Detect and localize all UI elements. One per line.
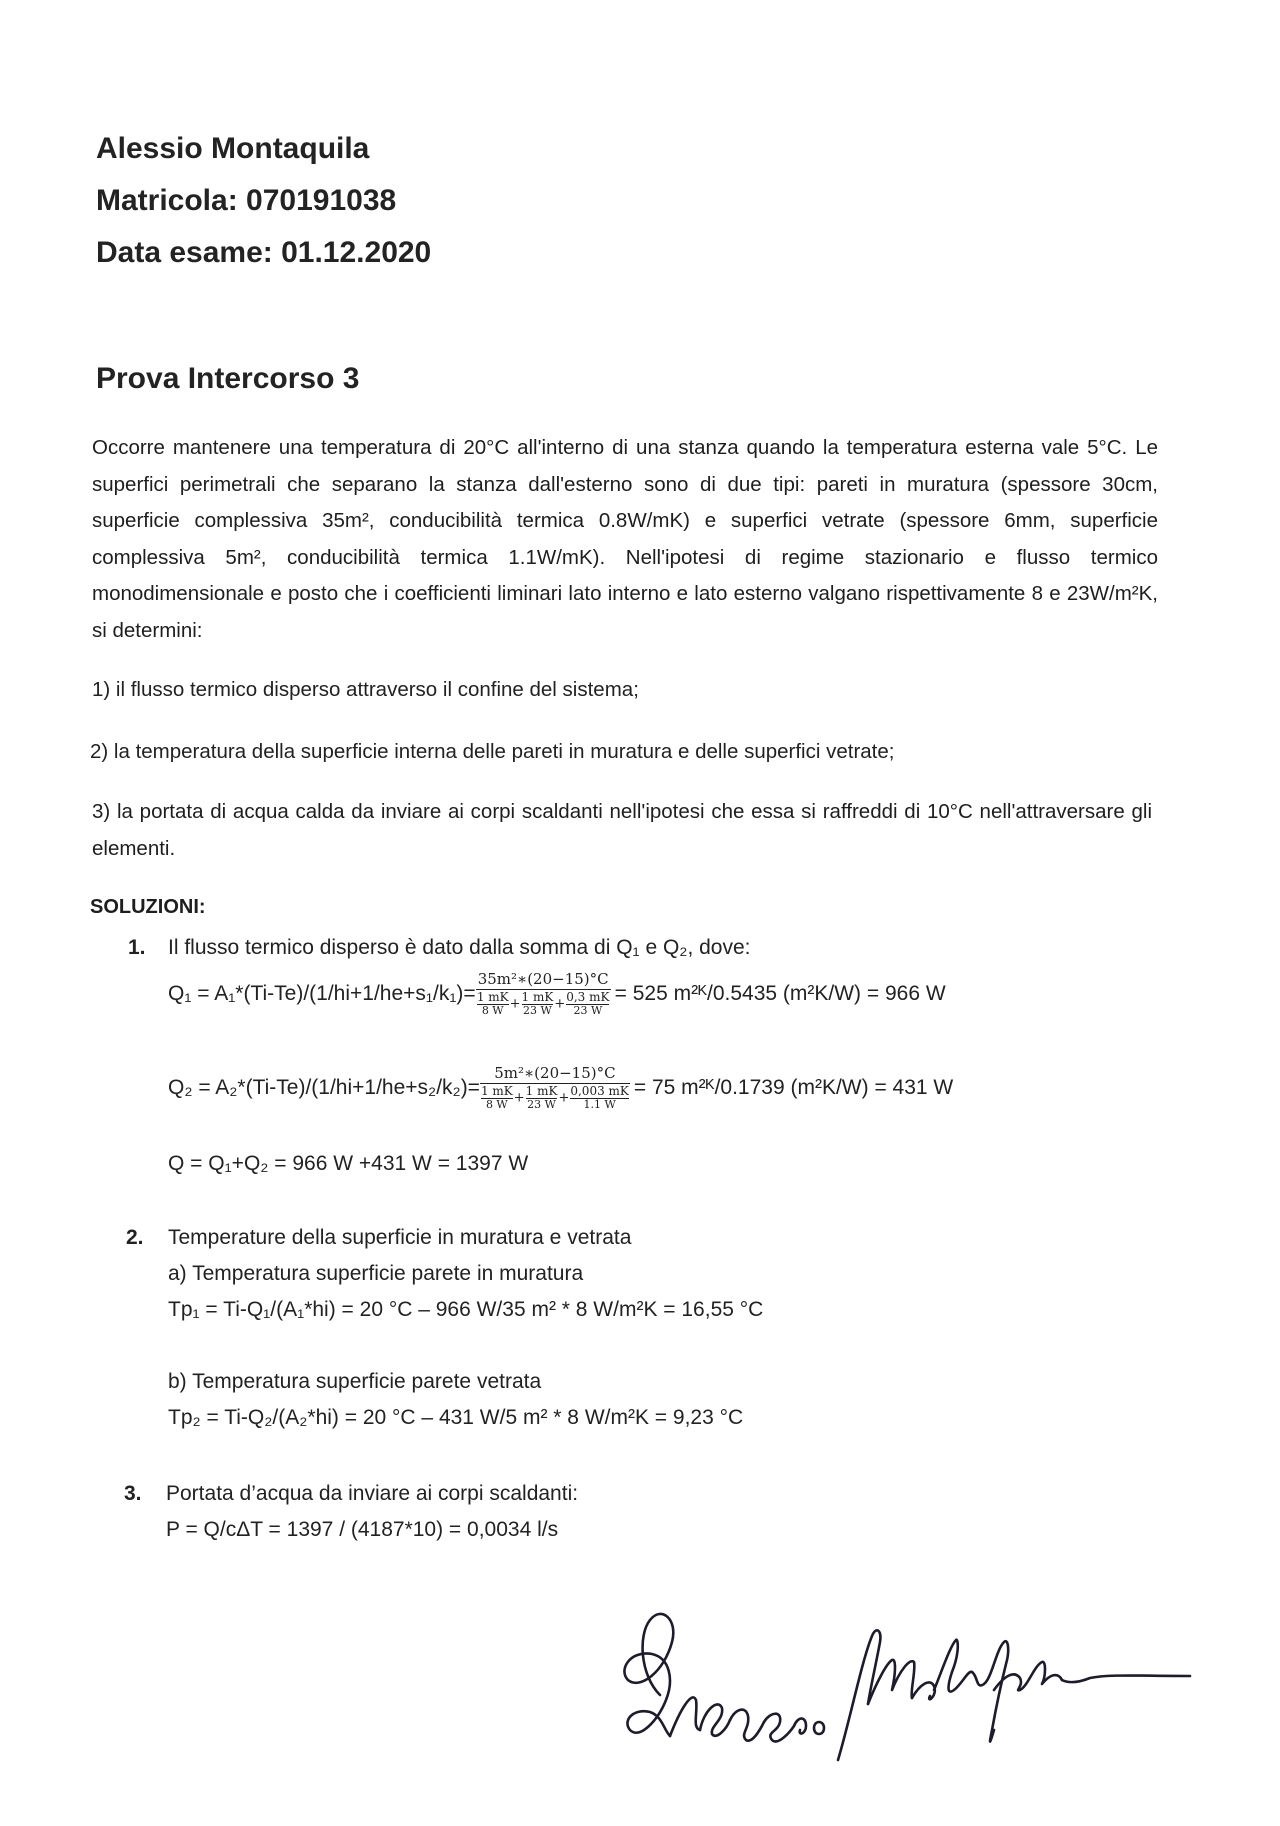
q2-formula (168, 1064, 953, 1111)
exam-date: Data esame: 01.12.2020 (96, 236, 432, 269)
q2-lhs: Q₂ = A₂*(Ti-Te)/(1/hi+1/he+s₂/k₂)= (168, 1075, 480, 1099)
q1-lhs: Q₁ = A₁*(Ti-Te)/(1/hi+1/he+s₁/k₁)= (168, 981, 476, 1005)
solution-2a-label: a) Temperatura superficie parete in muratura (168, 1262, 584, 1285)
student-id: Matricola: 070191038 (96, 184, 397, 217)
q2-result: = 75 m²ᴷ/0.1739 (m²K/W) = 431 W (633, 1075, 954, 1099)
problem-intro: Occorre mantenere una temperatura di 20°C all'interno di una stanza quando la temperatura esterna vale 5°C. Le superfici perimetrali che separano la stanza dall'esterno sono di due tipi: pareti in muratura (spessore 30cm, superficie complessiva 35m², conducibilità termica 0.8W/mK) e superfici vetrate (spessore 6mm, superficie complessiva 5m², conducibilità termica 1.1W/mK). Nell'ipotesi di regime stazionario e flusso termico monodimensionale e posto che i coefficienti liminari lato interno e lato esterno valgano rispettivamente 8 e 23W/m²K, si determini: (92, 436, 1158, 642)
q2-den-b-num: 1 mK (525, 1084, 558, 1098)
solution-2b-label: b) Temperatura superficie parete vetrata (168, 1370, 542, 1393)
q2-den-c-num: 0,003 mK (570, 1084, 629, 1098)
question-1: 1) il flusso termico disperso attraverso il confine del sistema; (92, 678, 639, 701)
q1-numerator: 35m²∗(20−15)°C (477, 970, 609, 988)
solution-3-formula: P = Q/cΔT = 1397 / (4187*10) = 0,0034 l/s (166, 1518, 559, 1541)
q2-den-a-num: 1 mK (480, 1084, 513, 1098)
solution-1-number: 1. (128, 936, 146, 959)
q1-den-c-den: 23 W (573, 1004, 603, 1017)
q1-den-c-num: 0,3 mK (566, 990, 610, 1004)
page-title: Prova Intercorso 3 (96, 362, 360, 395)
solution-2a-formula: Tp₁ = Ti-Q₁/(A₁*hi) = 20 °C – 966 W/35 m² * 8 W/m²K = 16,55 °C (168, 1298, 764, 1321)
q1-formula (168, 970, 946, 1017)
solution-2-number: 2. (126, 1226, 144, 1249)
q2-den-a-den: 8 W (485, 1098, 508, 1111)
q1-den-a-den: 8 W (481, 1004, 504, 1017)
solution-3-text: Portata d’acqua da inviare ai corpi scaldanti: (166, 1482, 579, 1505)
q-total: Q = Q₁+Q₂ = 966 W +431 W = 1397 W (168, 1152, 529, 1175)
solution-2-text: Temperature della superficie in muratura e vetrata (168, 1226, 632, 1249)
q1-den-b-den: 23 W (523, 1004, 552, 1017)
q1-den-a-num: 1 mK (476, 990, 509, 1004)
solutions-heading: SOLUZIONI: (90, 896, 206, 918)
question-3: 3) la portata di acqua calda da inviare ai corpi scaldanti nell'ipotesi che essa si raffreddi di 10°C nell'attraversare gli elementi. (92, 800, 1152, 860)
q1-fraction (476, 970, 611, 1017)
q2-denominator: $\frac{1 mK}{8 W}$ + $\frac{1 mK}{23 W}$ + $\frac{0,003 mK}{1.1 W}$ (480, 1084, 629, 1111)
solution-1-text: Il flusso termico disperso è dato dalla somma di Q₁ e Q₂, dove: (168, 936, 751, 959)
handwritten-signature (600, 1580, 1200, 1770)
q2-den-b-den: 23 W (527, 1098, 556, 1111)
q2-fraction (480, 1064, 630, 1111)
q1-den-b-num: 1 mK (521, 990, 554, 1004)
q1-denominator: $\frac{1 mK}{8 W}$ + $\frac{1 mK}{23 W}$ + $\frac{0,3 mK}{23 W}$ (476, 990, 610, 1017)
q2-numerator: 5m²∗(20−15)°C (480, 1064, 630, 1084)
q1-result: = 525 m²ᴷ/0.5435 (m²K/W) = 966 W (614, 981, 946, 1005)
question-2: 2) la temperatura della superficie interna delle pareti in muratura e delle superfici vetrate; (90, 740, 895, 763)
solution-2b-formula: Tp₂ = Ti-Q₂/(A₂*hi) = 20 °C – 431 W/5 m² * 8 W/m²K = 9,23 °C (168, 1406, 744, 1429)
solution-3-number: 3. (124, 1482, 142, 1505)
q2-den-c-den: 1.1 W (583, 1098, 616, 1111)
student-name: Alessio Montaquila (96, 132, 370, 165)
